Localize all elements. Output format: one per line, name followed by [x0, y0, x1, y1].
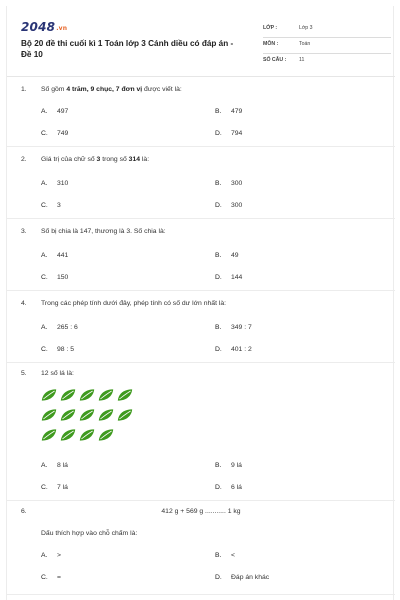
option-text: 794 — [231, 130, 243, 137]
option-d[interactable] — [215, 574, 269, 581]
meta-row-grade — [263, 22, 391, 38]
question-text — [41, 86, 182, 93]
exam-header — [21, 20, 385, 72]
option-text: 441 — [57, 252, 69, 259]
option-text: 349 : 7 — [231, 324, 252, 331]
question-text: Số bị chia là 147, thương là 3. Số chia là: — [41, 228, 166, 235]
question-divider — [7, 500, 395, 501]
option-text: 749 — [57, 130, 69, 137]
option-text: 300 — [231, 202, 243, 209]
question-divider — [7, 290, 395, 291]
option-text: 310 — [57, 180, 69, 187]
question-number: 5. — [21, 370, 27, 377]
text-bold: 314 — [128, 156, 141, 163]
option-d[interactable] — [215, 202, 242, 209]
option-text: 6 lá — [231, 484, 242, 491]
option-letter: A. — [41, 552, 48, 559]
meta-label: SỐ CÂU : — [263, 57, 287, 63]
option-b[interactable] — [215, 324, 252, 331]
question-number: 1. — [21, 86, 27, 93]
option-c[interactable] — [41, 274, 68, 281]
text-bold: 4 trăm, 9 chục, 7 đơn vị — [66, 86, 143, 93]
question-divider — [7, 594, 395, 595]
exam-title: Bộ 20 đề thi cuối kì 1 Toán lớp 3 Cánh diều có đáp án - Đề 10 — [21, 39, 234, 59]
text-bold: 3 — [96, 156, 101, 163]
option-c[interactable] — [41, 484, 68, 491]
leaf-icon — [98, 388, 114, 402]
text-part: được viết là: — [142, 86, 182, 93]
text-part: Giá trị của chữ số — [41, 156, 97, 163]
option-letter: A. — [41, 180, 48, 187]
leaf-icon — [41, 388, 57, 402]
exam-meta — [263, 22, 391, 70]
option-letter: A. — [41, 108, 48, 115]
meta-value: Toán — [299, 41, 311, 47]
meta-value: 11 — [299, 57, 305, 63]
option-letter: A. — [41, 252, 48, 259]
question-text — [41, 156, 149, 163]
option-a[interactable] — [41, 180, 68, 187]
leaf-icon — [60, 428, 76, 442]
leaf-icon — [98, 428, 114, 442]
option-b[interactable] — [215, 552, 235, 559]
leaf-icon — [98, 408, 114, 422]
leaf-illustration — [41, 388, 151, 448]
question-text: 12 số lá là: — [41, 370, 74, 377]
option-letter: D. — [215, 574, 222, 581]
option-b[interactable] — [215, 108, 242, 115]
question-number: 6. — [21, 508, 27, 515]
option-text: 150 — [57, 274, 69, 281]
option-a[interactable] — [41, 324, 78, 331]
meta-label: MÔN : — [263, 41, 279, 47]
meta-value: Lớp 3 — [299, 25, 313, 31]
site-logo[interactable] — [21, 20, 67, 34]
option-text: Đáp án khác — [231, 574, 270, 581]
option-text: > — [57, 552, 61, 559]
logo-text: 2048 — [21, 20, 56, 34]
option-c[interactable] — [41, 346, 74, 353]
option-letter: D. — [215, 484, 222, 491]
option-text: < — [231, 552, 235, 559]
option-letter: C. — [41, 574, 48, 581]
leaf-icon — [79, 428, 95, 442]
option-c[interactable] — [41, 202, 61, 209]
option-d[interactable] — [215, 346, 252, 353]
option-text: 497 — [57, 108, 69, 115]
meta-row-count — [263, 54, 391, 70]
text-part: trong số — [100, 156, 129, 163]
option-letter: C. — [41, 346, 48, 353]
text-part: là: — [140, 156, 150, 163]
option-letter: D. — [215, 274, 222, 281]
option-letter: B. — [215, 324, 222, 331]
option-text: 300 — [231, 180, 243, 187]
option-letter: D. — [215, 130, 222, 137]
option-text: 98 : 5 — [57, 346, 75, 353]
question-number: 3. — [21, 228, 27, 235]
option-b[interactable] — [215, 180, 242, 187]
option-a[interactable] — [41, 108, 68, 115]
option-text: 9 lá — [231, 462, 242, 469]
option-letter: A. — [41, 462, 48, 469]
leaf-icon — [79, 408, 95, 422]
option-letter: B. — [215, 462, 222, 469]
option-text: 49 — [231, 252, 239, 259]
option-letter: D. — [215, 346, 222, 353]
leaf-icon — [41, 428, 57, 442]
option-text: 401 : 2 — [231, 346, 252, 353]
question-divider — [7, 218, 395, 219]
option-letter: C. — [41, 202, 48, 209]
question-text: Dấu thích hợp vào chỗ chấm là: — [41, 530, 138, 537]
question-number: 2. — [21, 156, 27, 163]
option-text: 265 : 6 — [57, 324, 78, 331]
option-a[interactable] — [41, 462, 68, 469]
option-d[interactable] — [215, 130, 242, 137]
option-a[interactable] — [41, 252, 68, 259]
option-text: 7 lá — [57, 484, 68, 491]
option-a[interactable] — [41, 552, 61, 559]
option-c[interactable] — [41, 574, 61, 581]
option-letter: B. — [215, 180, 222, 187]
option-letter: D. — [215, 202, 222, 209]
question-divider — [7, 146, 395, 147]
option-letter: C. — [41, 130, 48, 137]
logo-suffix: .vn — [56, 25, 68, 32]
option-letter: A. — [41, 324, 48, 331]
leaf-icon — [79, 388, 95, 402]
option-letter: B. — [215, 252, 222, 259]
leaf-icon — [117, 388, 133, 402]
leaf-icon — [60, 408, 76, 422]
leaf-icon — [41, 408, 57, 422]
exam-page — [6, 6, 394, 600]
option-c[interactable] — [41, 130, 68, 137]
option-text: 479 — [231, 108, 243, 115]
question-expression: 412 g + 569 g ........... 1 kg — [161, 508, 241, 515]
option-text: 144 — [231, 274, 243, 281]
option-text: = — [57, 574, 61, 581]
option-letter: B. — [215, 108, 222, 115]
text-part: Số gồm — [41, 86, 67, 93]
option-b[interactable] — [215, 252, 239, 259]
question-text: Trong các phép tính dưới đây, phép tính có số dư lớn nhất là: — [41, 300, 227, 307]
leaf-icon — [117, 408, 133, 422]
header-divider — [7, 76, 395, 77]
meta-row-subject — [263, 38, 391, 54]
question-divider — [7, 362, 395, 363]
meta-label: LỚP : — [263, 25, 278, 31]
option-letter: B. — [215, 552, 222, 559]
question-number: 4. — [21, 300, 27, 307]
option-text: 3 — [57, 202, 61, 209]
option-letter: C. — [41, 484, 48, 491]
option-text: 8 lá — [57, 462, 68, 469]
option-d[interactable] — [215, 274, 242, 281]
option-letter: C. — [41, 274, 48, 281]
leaf-icon — [60, 388, 76, 402]
option-d[interactable] — [215, 484, 242, 491]
option-b[interactable] — [215, 462, 242, 469]
